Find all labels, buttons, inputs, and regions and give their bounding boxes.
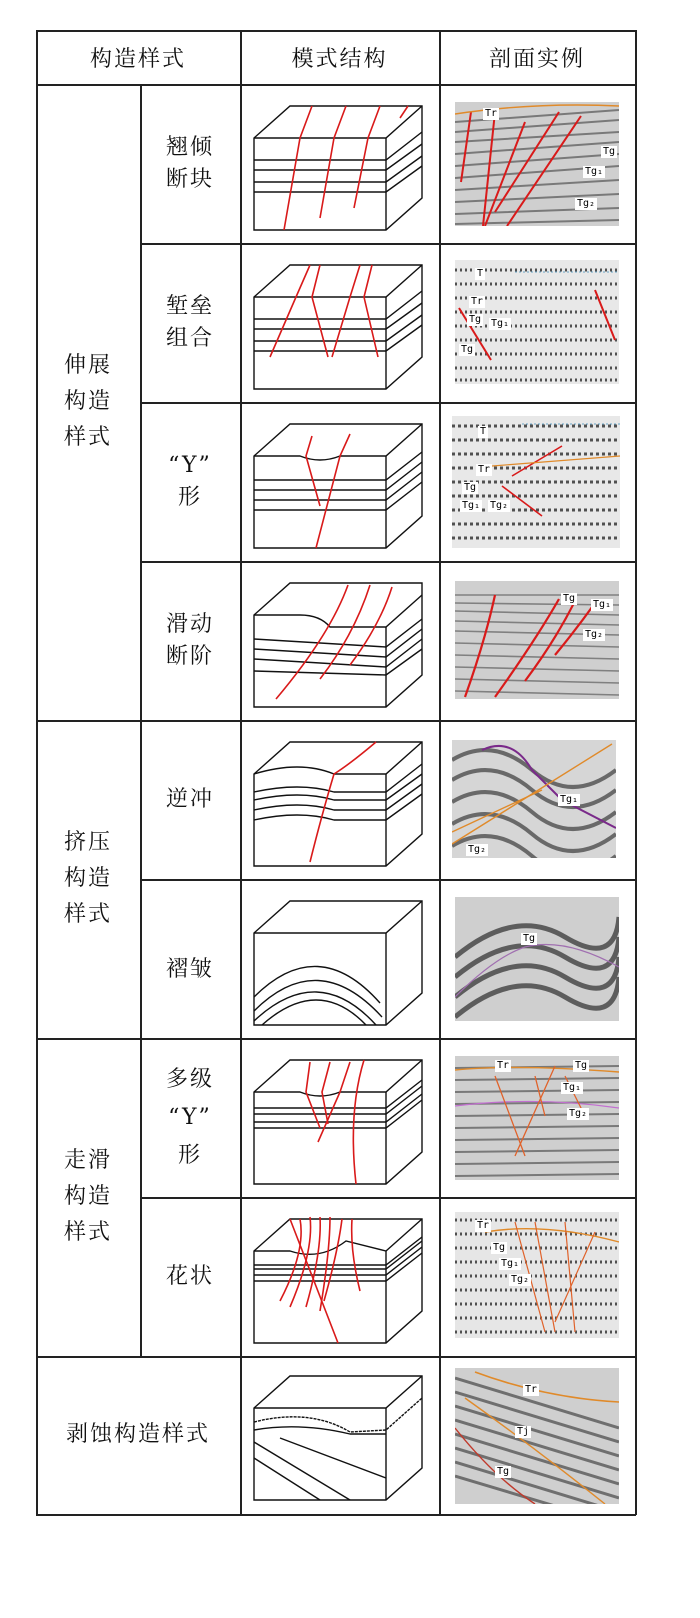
header-col2-text: 模式结构 bbox=[291, 46, 388, 72]
seismic-section-flower bbox=[455, 1212, 619, 1338]
seismic-section-horst-graben bbox=[455, 260, 619, 384]
section-label: Tg bbox=[575, 1060, 588, 1071]
section-label: Tg₂ bbox=[511, 1274, 530, 1285]
sub-label-line: 褶皱 bbox=[165, 957, 214, 982]
group-compression bbox=[36, 720, 140, 1038]
section-label: Tg₂ bbox=[585, 629, 604, 640]
sub-label-line: “Y” bbox=[168, 1104, 212, 1130]
group-strike-slip bbox=[36, 1038, 140, 1356]
sub-label-line: 滑动 bbox=[165, 611, 214, 637]
sub-label-line: 堑垒 bbox=[165, 293, 214, 319]
seismic-section-tilted-blocks bbox=[455, 102, 619, 226]
section-label: Tr bbox=[485, 108, 498, 119]
section-label: T bbox=[477, 268, 484, 279]
section-label: Tr bbox=[478, 464, 491, 475]
seismic-section-y-shape bbox=[452, 416, 620, 548]
sub-horst-graben bbox=[140, 243, 240, 402]
section-label: Tr bbox=[471, 296, 484, 307]
model-diagram-y-shape bbox=[250, 416, 430, 551]
model-diagram-fold bbox=[250, 893, 430, 1028]
group-compression-line3: 样式 bbox=[63, 902, 112, 927]
header-pattern-structure bbox=[240, 30, 439, 84]
sub-label-line: 断块 bbox=[165, 166, 214, 192]
group-strike-slip-line2: 构造 bbox=[63, 1184, 112, 1209]
sub-label-line: 多级 bbox=[165, 1066, 214, 1092]
section-label: Tg₁ bbox=[501, 1258, 520, 1269]
section-label: Tr bbox=[497, 1060, 510, 1071]
model-diagram-tilted-blocks bbox=[250, 98, 430, 233]
section-label: Tg₁ bbox=[462, 500, 481, 511]
sub-tilted-fault-block bbox=[140, 84, 240, 243]
group-extension-line1: 伸展 bbox=[63, 353, 112, 378]
group-erosion-label: 剥蚀构造样式 bbox=[65, 1422, 210, 1447]
sub-label-line: 逆冲 bbox=[165, 786, 214, 812]
seismic-section-thrust bbox=[452, 740, 616, 858]
model-diagram-horst-graben bbox=[250, 257, 430, 392]
sub-slide-step bbox=[140, 561, 240, 720]
header-col3-text: 剖面实例 bbox=[488, 46, 585, 72]
group-extension bbox=[36, 84, 140, 720]
model-diagram-multi-y bbox=[250, 1052, 430, 1187]
section-label: Tg₁ bbox=[593, 599, 612, 610]
sub-label-line: 翘倾 bbox=[165, 134, 214, 160]
seismic-section-slide-step bbox=[455, 581, 619, 699]
sub-thrust bbox=[140, 720, 240, 879]
section-label: Tg₁ bbox=[560, 794, 579, 805]
sub-flower bbox=[140, 1197, 240, 1356]
section-label: Tg₂ bbox=[468, 844, 487, 855]
section-label: Tg bbox=[461, 344, 474, 355]
section-label: Tg₁ bbox=[563, 1082, 582, 1093]
section-label: Tg bbox=[469, 314, 482, 325]
sub-label-line: 花状 bbox=[165, 1263, 214, 1289]
section-label: Tg bbox=[493, 1242, 506, 1253]
model-diagram-flower bbox=[250, 1211, 430, 1346]
section-label: Tr bbox=[477, 1220, 490, 1231]
seismic-section-fold bbox=[455, 897, 619, 1021]
group-extension-line3: 样式 bbox=[63, 425, 112, 450]
section-label: Tg₂ bbox=[569, 1108, 588, 1119]
sub-label-line: “Y” bbox=[168, 452, 212, 478]
group-strike-slip-line3: 样式 bbox=[63, 1220, 112, 1245]
group-compression-line2: 构造 bbox=[63, 866, 112, 891]
section-label: Tr bbox=[525, 1384, 538, 1395]
seismic-section-erosion bbox=[455, 1368, 619, 1504]
section-label: Tg bbox=[497, 1466, 510, 1477]
model-diagram-slide-step bbox=[250, 575, 430, 710]
sub-label-line: 形 bbox=[177, 484, 202, 510]
sub-fold bbox=[140, 879, 240, 1038]
section-label: Tg bbox=[523, 933, 536, 944]
sub-label-line: 形 bbox=[177, 1142, 202, 1168]
sub-label-line: 断阶 bbox=[165, 643, 214, 669]
sub-multi-y bbox=[140, 1038, 240, 1197]
header-section-example bbox=[439, 30, 635, 84]
group-strike-slip-line1: 走滑 bbox=[63, 1148, 112, 1173]
sub-label-line: 组合 bbox=[165, 325, 214, 351]
seismic-section-multi-y bbox=[455, 1056, 619, 1180]
section-label: Tg bbox=[563, 593, 576, 604]
section-label: T bbox=[480, 426, 487, 437]
section-label: Tg₂ bbox=[490, 500, 509, 511]
section-label: Tg₁ bbox=[491, 318, 510, 329]
model-diagram-thrust bbox=[250, 734, 430, 869]
header-structure-style bbox=[36, 30, 240, 84]
model-diagram-erosion bbox=[250, 1368, 430, 1503]
section-label: Tj bbox=[517, 1426, 530, 1437]
group-erosion bbox=[36, 1356, 240, 1514]
section-label: Tg bbox=[603, 146, 616, 157]
sub-y-shape bbox=[140, 402, 240, 561]
section-label: Tg₂ bbox=[577, 198, 596, 209]
section-label: Tg bbox=[464, 482, 477, 493]
section-label: Tg₁ bbox=[585, 166, 604, 177]
group-extension-line2: 构造 bbox=[63, 389, 112, 414]
group-compression-line1: 挤压 bbox=[63, 830, 112, 855]
header-col1-text: 构造样式 bbox=[89, 46, 186, 72]
